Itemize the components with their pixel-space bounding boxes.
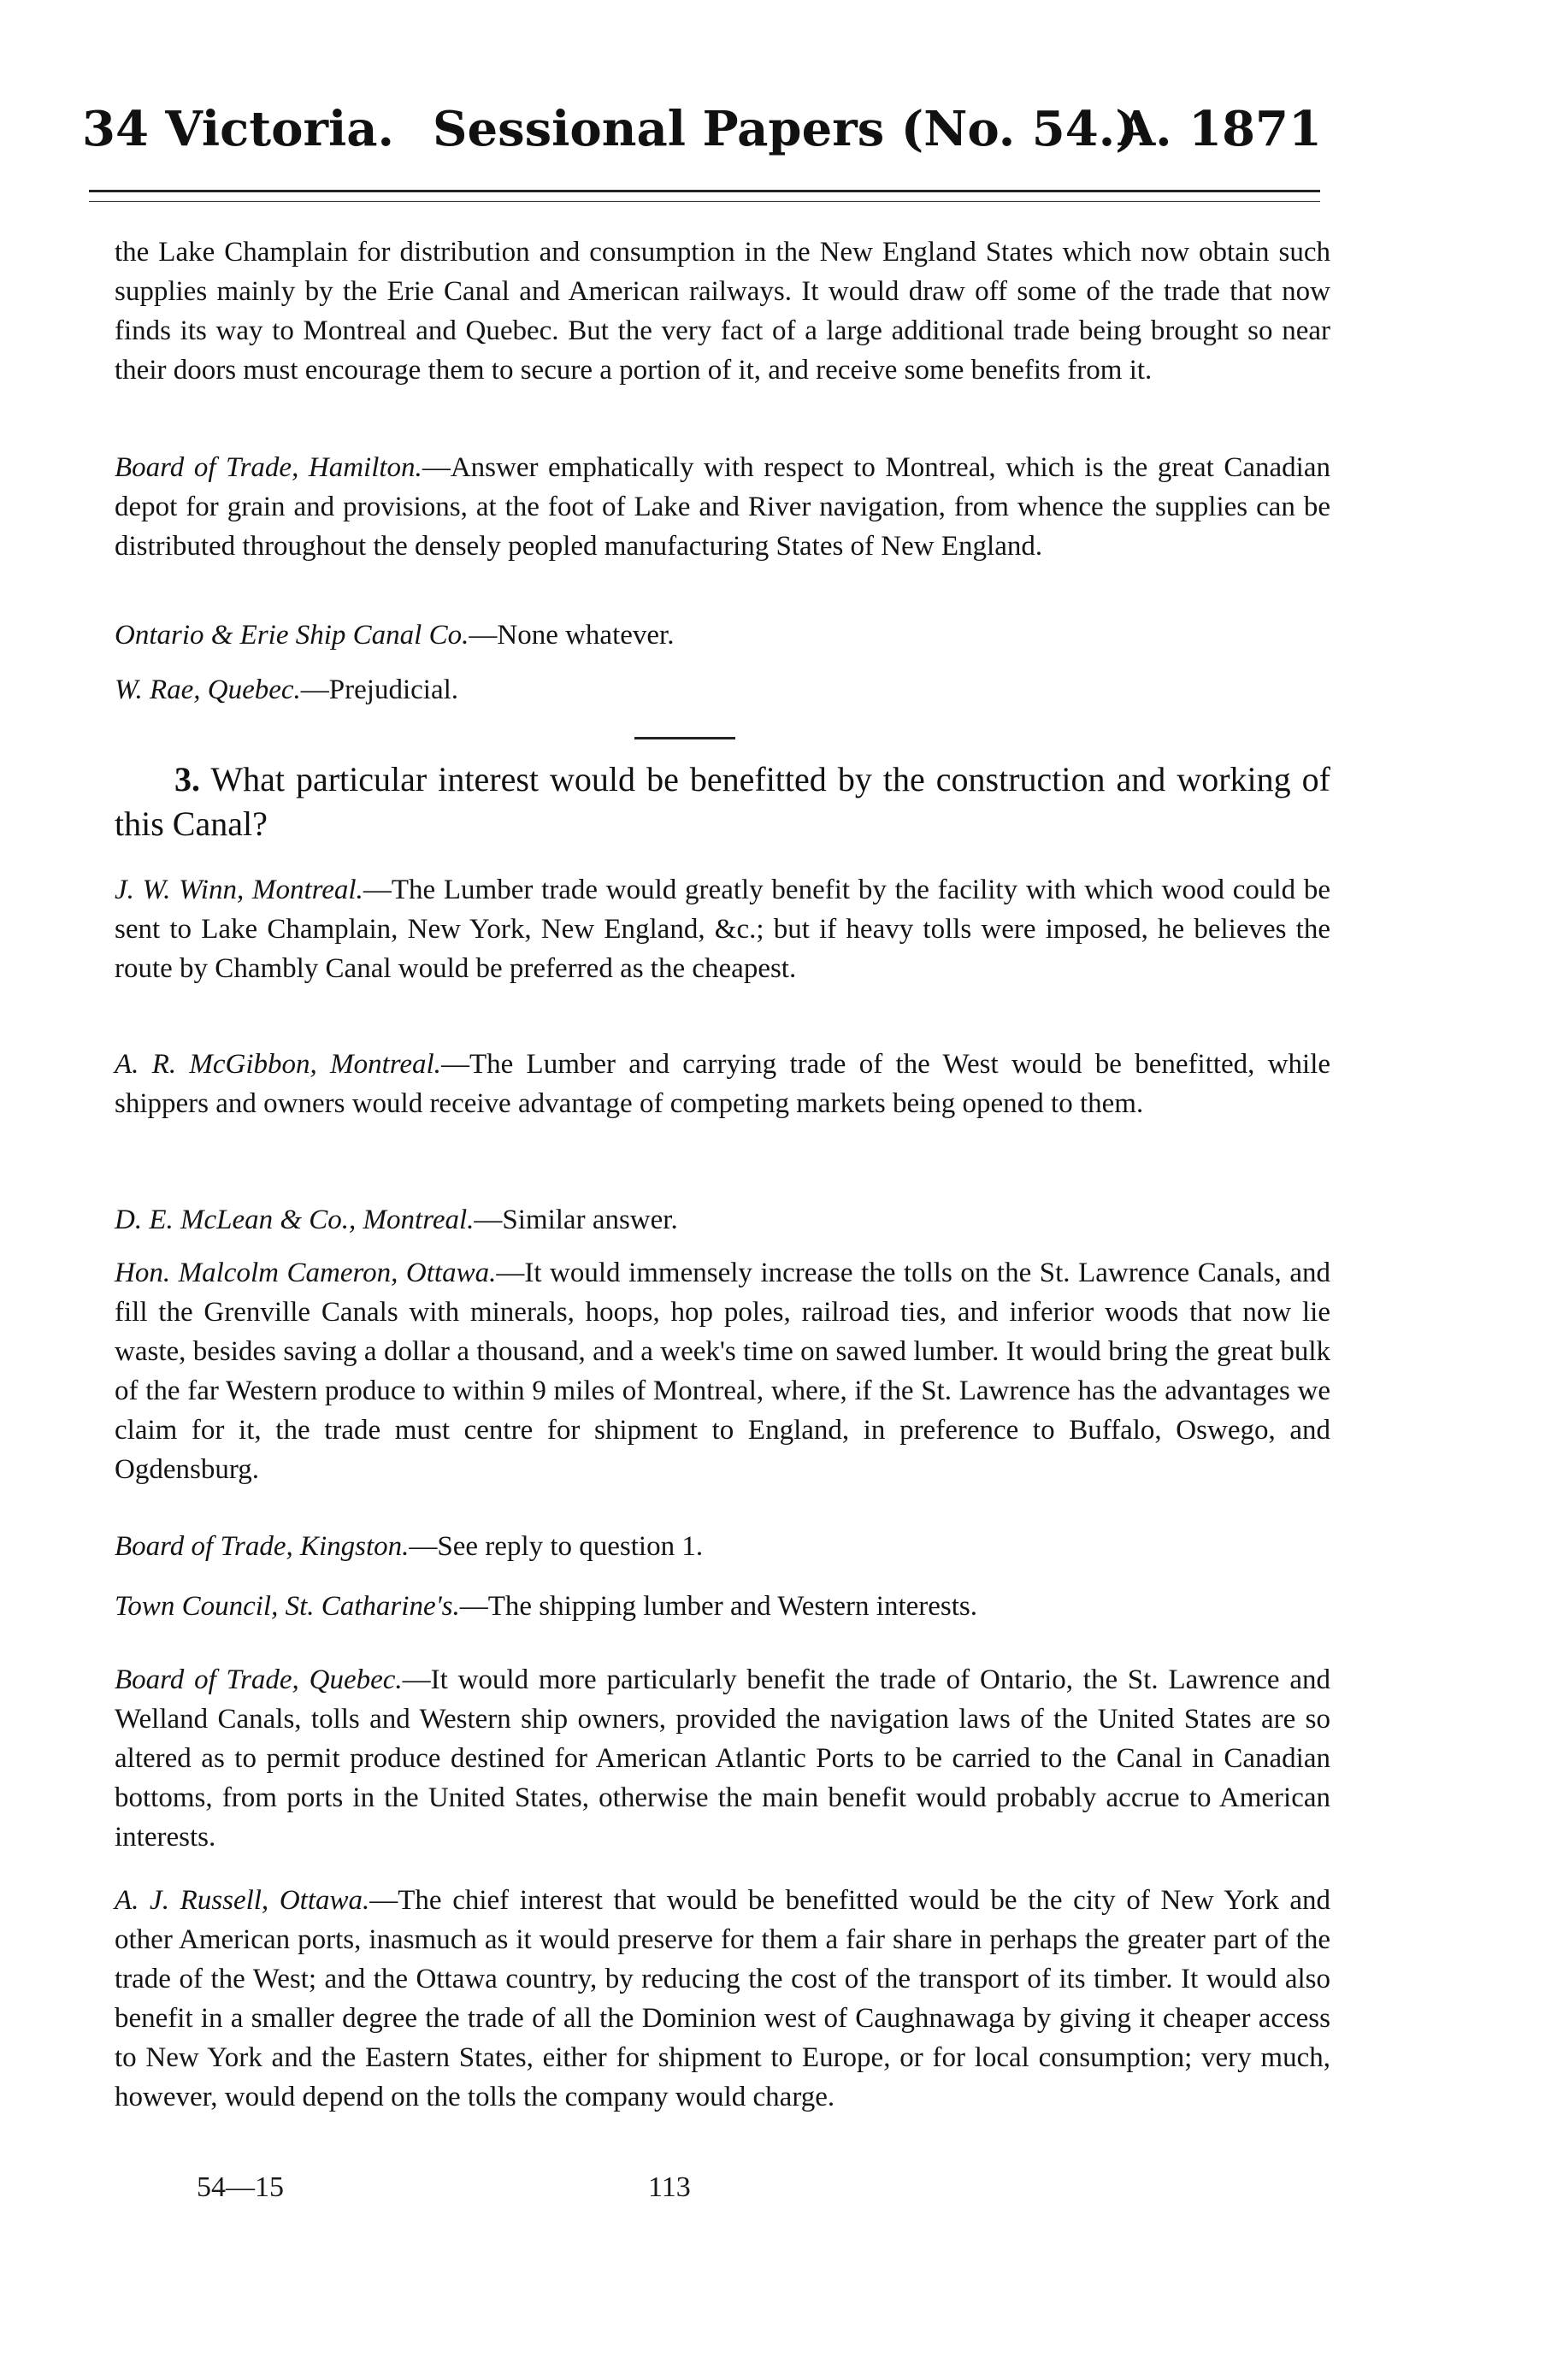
page-number: 113 [648,2171,691,2203]
header-year: A. 1871 [1118,101,1322,157]
response-text: —It would more particularly benefit the trade of Ontario, the St. Lawrence and Welland Canals, tolls and Western ship owners, provided the navigation laws of the United States are so altered as to permit produce destined for American Atlantic Ports to be carried to the Canal in Canadian bottoms, from ports in the United States, otherwise the main benefit would probably accrue to American interests. [115,1664,1330,1853]
response-text: —The Lumber and carrying trade of the West would be benefitted, while shippers and owners would receive advantage of competing markets being opened to them. [115,1049,1331,1119]
response-text: —Similar answer. [474,1205,678,1235]
respondent-name: Town Council, St. Catharine's. [115,1591,460,1622]
paragraph-continuation: the Lake Champlain for distribution and consumption in the New England States which now obtain such supplies mainly by the Erie Canal and American railways. It would draw off some of the trade that now finds its way to Montreal and Quebec. But the very fact of a large additional trade being brought so near their doors must encourage them to secure a portion of it, and receive some benefits from it. [115,237,1330,386]
header-title: Sessional Papers (No. 54.) [433,101,1138,157]
running-header [82,101,1322,178]
question-text: What particular interest would be benefitted by the construction and working of this Canal? [115,760,1330,843]
response-text: —The Lumber trade would greatly benefit by the facility with which wood could be sent to Lake Champlain, New York, New England, &c.; but if heavy tolls were imposed, he believes the route by Chambly Canal would be preferred as the cheapest. [115,875,1330,984]
respondent-name: W. Rae, Quebec. [115,675,301,705]
respondent-name: D. E. McLean & Co., Montreal. [115,1205,475,1235]
response-text: —The chief interest that would be benefitted would be the city of New York and other American ports, inasmuch as it would preserve for them a fair share in perhaps the greater part of the trade of the West; and the Ottawa country, by reducing the cost of the transport of its timber. It would also benefit in a smaller degree the trade of all the Dominion west of Caughnawaga by giving it cheaper access to New York and the Eastern States, either for shipment to Europe, or for local consumption; very much, however, would depend on the tolls the company would charge. [115,1885,1331,2112]
paragraph-w-rae [115,670,1330,710]
signature-mark: 54—15 [197,2171,284,2203]
respondent-name: Board of Trade, Quebec. [115,1664,403,1695]
response-text: —Answer emphatically with respect to Montreal, which is the great Canadian depot for grain and provisions, at the foot of Lake and River navigation, from whence the supplies can be distributed throughout the densely peopled manufacturing States of New England. [115,452,1330,562]
answer-winn [115,870,1330,988]
respondent-name: J. W. Winn, Montreal. [115,875,363,905]
response-text: —Prejudicial. [300,675,459,705]
response-text: —None whatever. [469,620,675,651]
answer-cameron [115,1253,1330,1489]
question-heading [115,757,1330,846]
respondent-name: Board of Trade, Hamilton. [115,452,422,483]
response-text: —See reply to question 1. [409,1531,704,1562]
page-footer [115,2171,1330,2223]
answer-mclean [115,1200,1330,1240]
section-divider [634,737,735,739]
respondent-name: Ontario & Erie Ship Canal Co. [115,620,469,651]
paragraph-ontario-erie [115,616,1330,655]
respondent-name: Board of Trade, Kingston. [115,1531,410,1562]
response-text: —The shipping lumber and Western interests. [459,1591,978,1622]
answer-quebec [115,1660,1330,1857]
respondent-name: Hon. Malcolm Cameron, Ottawa. [115,1258,497,1288]
header-volume: 34 Victoria. [82,101,395,157]
header-double-rule [89,190,1320,202]
respondent-name: A. R. McGibbon, Montreal. [115,1049,441,1080]
question-number: 3. [174,760,200,798]
respondent-name: A. J. Russell, Ottawa. [115,1885,370,1916]
answer-russell [115,1881,1330,2117]
response-text: —It would immensely increase the tolls on the St. Lawrence Canals, and fill the Grenville Canals with minerals, hoops, hop poles, railroad ties, and inferior woods that now lie waste, besides saving a dollar a thousand, and a week's time on sawed lumber. It would bring the great bulk of the far Western produce to within 9 miles of Montreal, where, if the St. Lawrence has the advantages we claim for it, the trade must centre for shipment to England, in preference to Buffalo, Oswego, and Ogdensburg. [115,1258,1330,1485]
answer-kingston [115,1527,1330,1566]
answer-st-catharines [115,1587,1330,1626]
answer-mcgibbon [115,1045,1330,1123]
paragraph-board-of-trade-hamilton [115,448,1330,566]
